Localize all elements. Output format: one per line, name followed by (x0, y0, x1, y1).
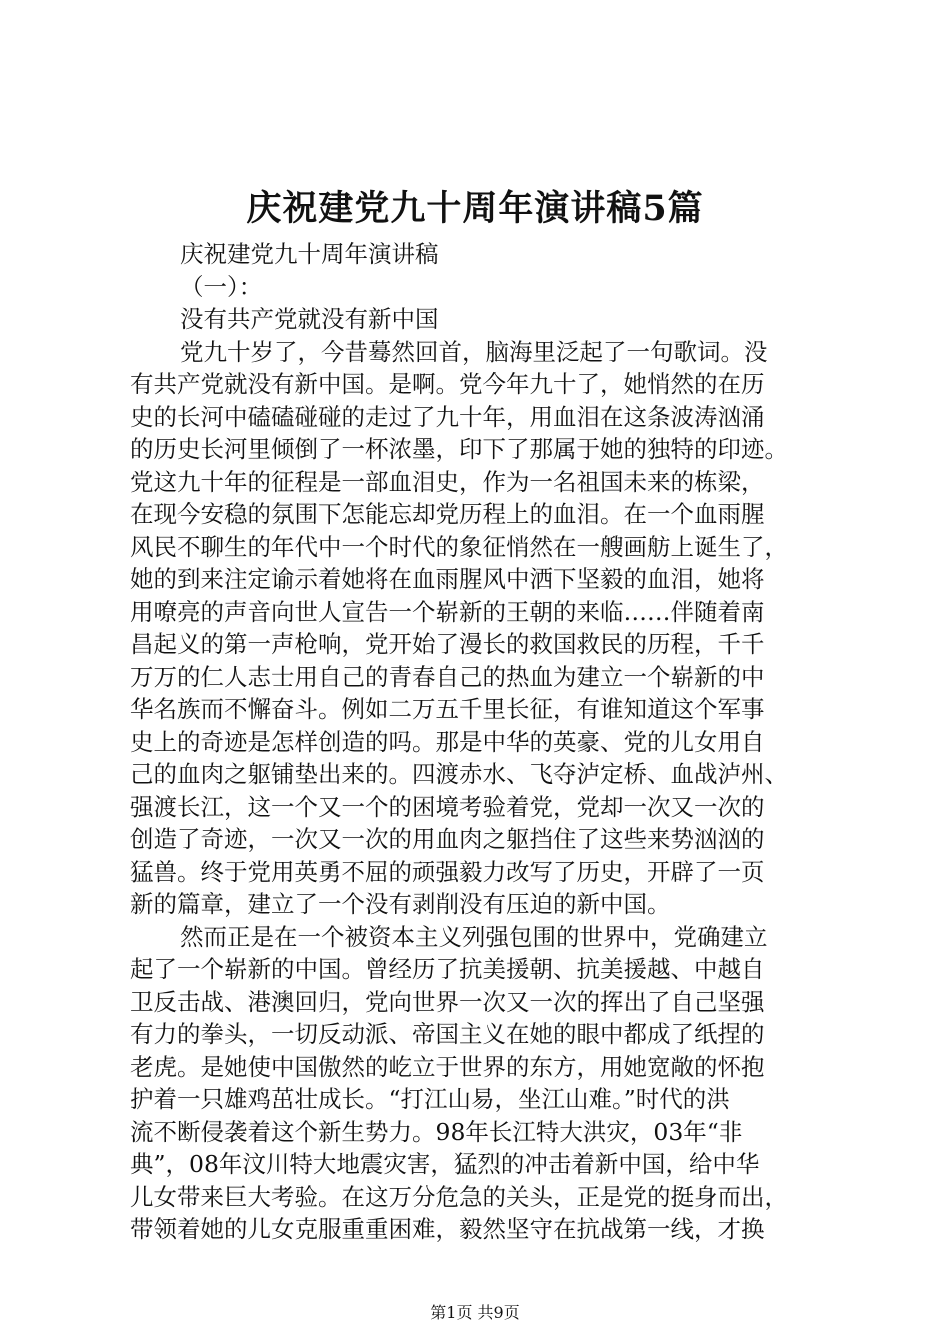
text-line: 有力的拳头，一切反动派、帝国主义在她的眼中都成了纸捏的 (130, 1020, 765, 1048)
text-line: 新的篇章，建立了一个没有剥削没有压迫的新中国。 (130, 890, 671, 918)
text-line: 在现今安稳的氛围下怎能忘却党历程上的血泪。在一个血雨腥 (130, 500, 765, 528)
text-line: 强渡长江，这一个又一个的困境考验着党，党却一次又一次的 (130, 792, 765, 821)
text-line: 党这九十年的征程是一部血泪史，作为一名祖国未来的栋梁， (130, 467, 765, 496)
document-body (130, 238, 830, 1246)
text-line: 没有共产党就没有新中国 (180, 305, 439, 333)
text-line: 流不断侵袭着这个新生势力。98年长江特大洪灾，03年“非 (130, 1117, 743, 1146)
text-line: 党九十岁了，今昔蓦然回首，脑海里泛起了一句歌词。没 (180, 337, 768, 366)
text-line: 带领着她的儿女克服重重困难，毅然坚守在抗战第一线，才换 (130, 1215, 765, 1243)
text-line: 的历史长河里倾倒了一杯浓墨，印下了那属于她的独特的印迹。 (130, 435, 788, 463)
text-line: 护着一只雄鸡茁壮成长。“打江山易，坐江山难。”时代的洪 (130, 1085, 730, 1113)
text-line: 猛兽。终于党用英勇不屈的顽强毅力改写了历史，开辟了一页 (130, 857, 765, 886)
text-line: 昌起义的第一声枪响，党开始了漫长的救国救民的历程，千千 (130, 630, 765, 658)
text-line: 庆祝建党九十周年演讲稿 (180, 240, 439, 268)
page-footer: 第1页 共9页 (430, 1303, 520, 1322)
text-line: 史的长河中磕磕碰碰的走过了九十年，用血泪在这条波涛汹涌 (130, 402, 765, 431)
text-line: 卫反击战、港澳回归，党向世界一次又一次的挥出了自己坚强 (130, 987, 765, 1016)
text-line: 老虎。是她使中国傲然的屹立于世界的东方，用她宽敞的怀抱 (130, 1052, 765, 1081)
text-line: 史上的奇迹是怎样创造的吗。那是中华的英豪、党的儿女用自 (130, 727, 765, 756)
text-line: 然而正是在一个被资本主义列强包围的世界中，党确建立 (180, 922, 768, 951)
text-line: 用嘹亮的声音向世人宣告一个崭新的王朝的来临……伴随着南 (130, 597, 765, 626)
text-line: 己的血肉之躯铺垫出来的。四渡赤水、飞夺泸定桥、血战泸州、 (130, 760, 788, 788)
document-title: 庆祝建党九十周年演讲稿5篇 (246, 188, 704, 229)
text-line: 典”，08年汶川特大地震灾害，猛烈的冲击着新中国，给中华 (130, 1150, 760, 1178)
text-line: 创造了奇迹，一次又一次的用血肉之躯挡住了这些来势汹汹的 (130, 825, 765, 853)
text-line: 华名族而不懈奋斗。例如二万五千里长征，有谁知道这个军事 (130, 695, 765, 723)
text-line: 她的到来注定谕示着她将在血雨腥风中洒下坚毅的血泪，她将 (130, 565, 765, 593)
text-line: 有共产党就没有新中国。是啊。党今年九十了，她悄然的在历 (130, 370, 765, 398)
text-line: 儿女带来巨大考验。在这万分危急的关头，正是党的挺身而出， (130, 1182, 788, 1211)
text-line: 起了一个崭新的中国。曾经历了抗美援朝、抗美援越、中越自 (130, 955, 765, 983)
text-line: （一）： (180, 272, 263, 301)
text-line: 万万的仁人志士用自己的青春自己的热血为建立一个崭新的中 (130, 662, 765, 691)
text-line: 风民不聊生的年代中一个时代的象征悄然在一艘画舫上诞生了， (130, 532, 788, 561)
